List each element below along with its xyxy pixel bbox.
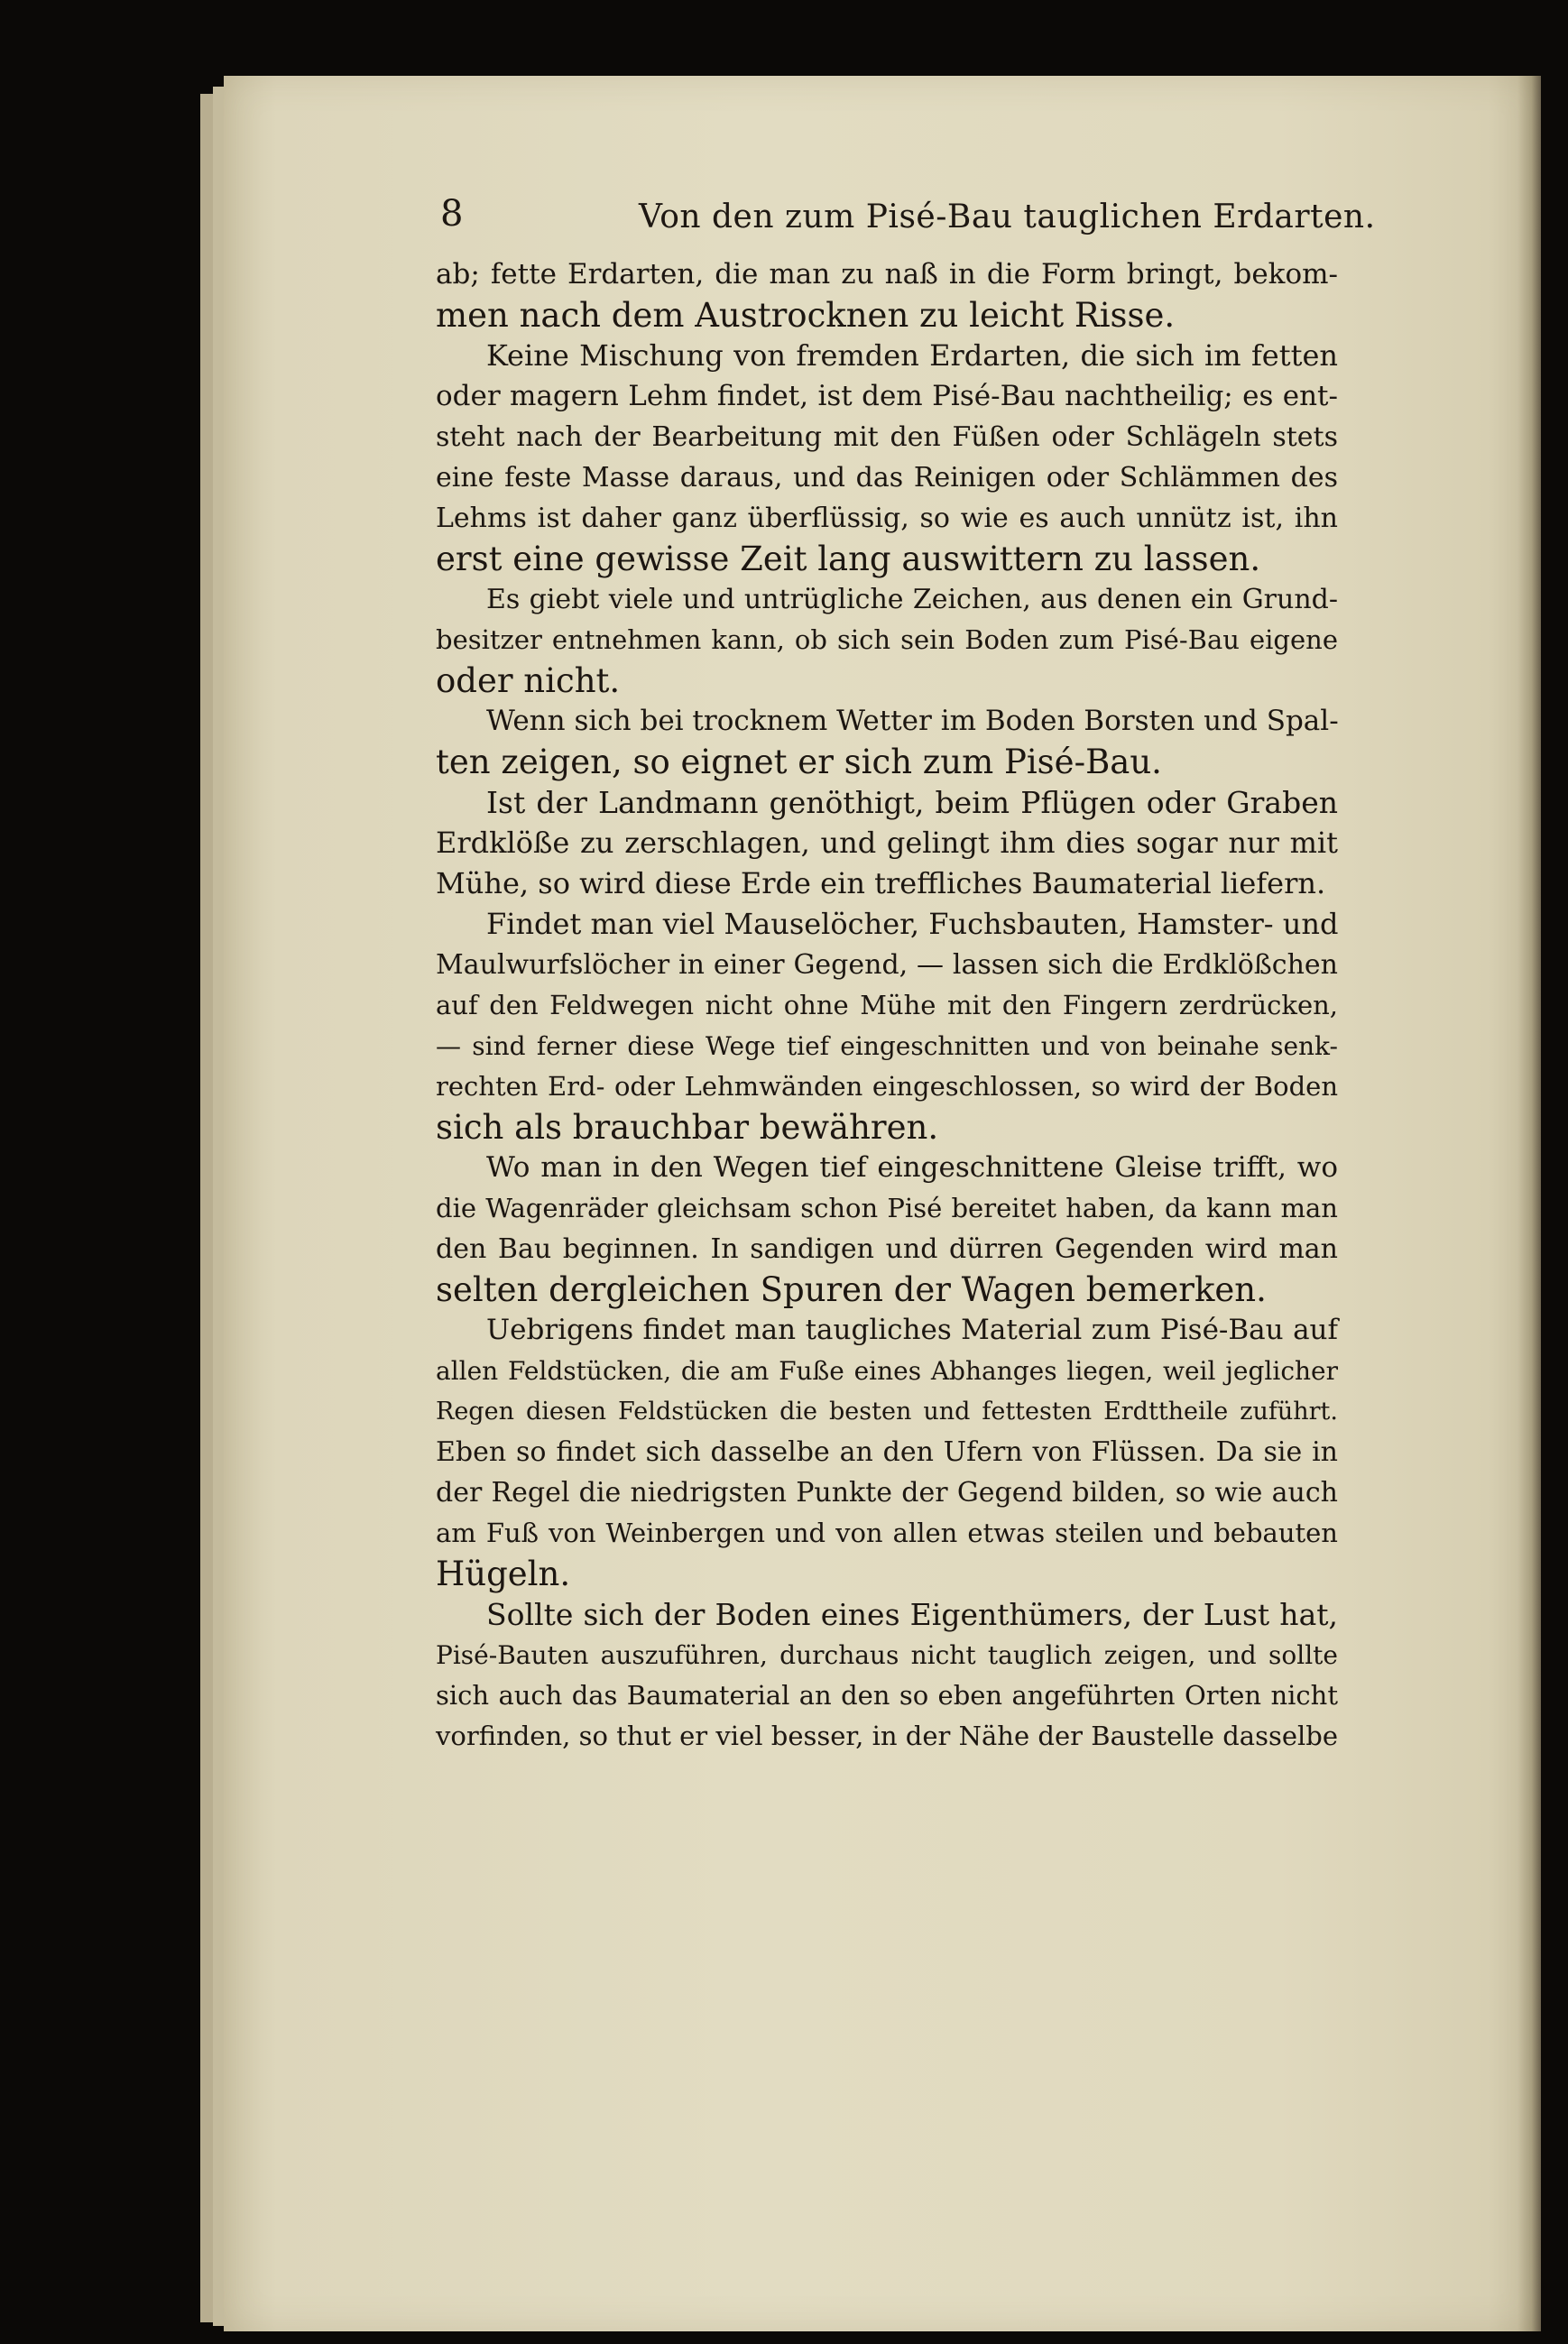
text-line: Maulwurfslöcher in einer Gegend, — lassen sich die Erdklößchen [436, 949, 1338, 981]
text-line: oder nicht. [436, 661, 621, 700]
text-line: men nach dem Austrocknen zu leicht Risse. [436, 296, 1176, 335]
text-line: Uebrigens findet man taugliches Material zum Pisé-Bau auf [486, 1314, 1338, 1346]
text-line: ab; fette Erdarten, die man zu naß in die Form bringt, bekom- [436, 258, 1338, 291]
text-line: selten dergleichen Spuren der Wagen bemerken. [436, 1270, 1267, 1309]
page-fold-shadow [1517, 76, 1541, 2331]
text-line: Eben so findet sich dasselbe an den Ufern von Flüssen. Da sie in [436, 1436, 1338, 1468]
text-line: der Regel die niedrigsten Punkte der Gegend bilden, so wie auch [436, 1477, 1338, 1509]
body-text [436, 254, 1338, 1757]
text-line: Wenn sich bei trocknem Wetter im Boden Borsten und Spal- [486, 705, 1339, 737]
text-line: steht nach der Bearbeitung mit den Füßen oder Schlägeln stets [436, 421, 1338, 453]
text-line: besitzer entnehmen kann, ob sich sein Boden zum Pisé-Bau eigene [436, 624, 1338, 655]
text-line: den Bau beginnen. In sandigen und dürren Gegenden wird man [436, 1233, 1338, 1265]
text-line: sich auch das Baumaterial an den so eben angeführten Orten nicht [436, 1680, 1338, 1711]
text-line: Es giebt viele und untrügliche Zeichen, aus denen ein Grund- [486, 584, 1338, 615]
text-line: erst eine gewisse Zeit lang auswittern zu lassen. [436, 540, 1261, 578]
running-head: Von den zum Pisé-Bau tauglichen Erdarten. [639, 198, 1376, 235]
text-line: ten zeigen, so eignet er sich zum Pisé-Bau. [436, 743, 1162, 781]
text-line: Mühe, so wird diese Erde ein treffliches Baumaterial liefern. [436, 866, 1326, 900]
text-line: auf den Feldwegen nicht ohne Mühe mit den Fingern zerdrücken, [436, 990, 1338, 1020]
text-line: Regen diesen Feldstücken die besten und fettesten Erdttheile zuführt. [436, 1398, 1338, 1426]
text-line: Hügeln. [436, 1555, 571, 1593]
text-line: — sind ferner diese Wege tief eingeschnitten und von beinahe senk- [436, 1031, 1338, 1061]
text-line: Ist der Landmann genöthigt, beim Pflügen oder Graben [486, 785, 1338, 820]
text-line: rechten Erd- oder Lehmwänden eingeschlossen, so wird der Boden [436, 1071, 1338, 1102]
text-line: Findet man viel Mauselöcher, Fuchsbauten, Hamster- und [486, 907, 1339, 941]
text-line: am Fuß von Weinbergen und von allen etwas steilen und bebauten [436, 1518, 1338, 1548]
text-line: Lehms ist daher ganz überflüssig, so wie es auch unnütz ist, ihn [436, 503, 1338, 534]
text-line: Sollte sich der Boden eines Eigenthümers, der Lust hat, [486, 1597, 1338, 1632]
page-header [224, 193, 1541, 247]
text-line: vorfinden, so thut er viel besser, in der Nähe der Baustelle dasselbe [436, 1721, 1338, 1751]
page-number: 8 [440, 193, 464, 235]
text-line: allen Feldstücken, die am Fuße eines Abhanges liegen, weil jeglicher [436, 1356, 1338, 1386]
book-page [224, 76, 1541, 2331]
text-line: Keine Mischung von fremden Erdarten, die sich im fetten [486, 338, 1338, 373]
text-line: Erdklöße zu zerschlagen, und gelingt ihm dies sogar nur mit [436, 826, 1338, 860]
text-line: Wo man in den Wegen tief eingeschnittene Gleise trifft, wo [486, 1151, 1338, 1184]
text-line: Pisé-Bauten auszuführen, durchaus nicht tauglich zeigen, und sollte [436, 1640, 1338, 1670]
text-line: die Wagenräder gleichsam schon Pisé bereitet haben, da kann man [436, 1193, 1338, 1223]
text-line: oder magern Lehm findet, ist dem Pisé-Bau nachtheilig; es ent- [436, 380, 1338, 412]
text-line: eine feste Masse daraus, und das Reinigen oder Schlämmen des [436, 462, 1338, 494]
text-line: sich als brauchbar bewähren. [436, 1108, 939, 1147]
